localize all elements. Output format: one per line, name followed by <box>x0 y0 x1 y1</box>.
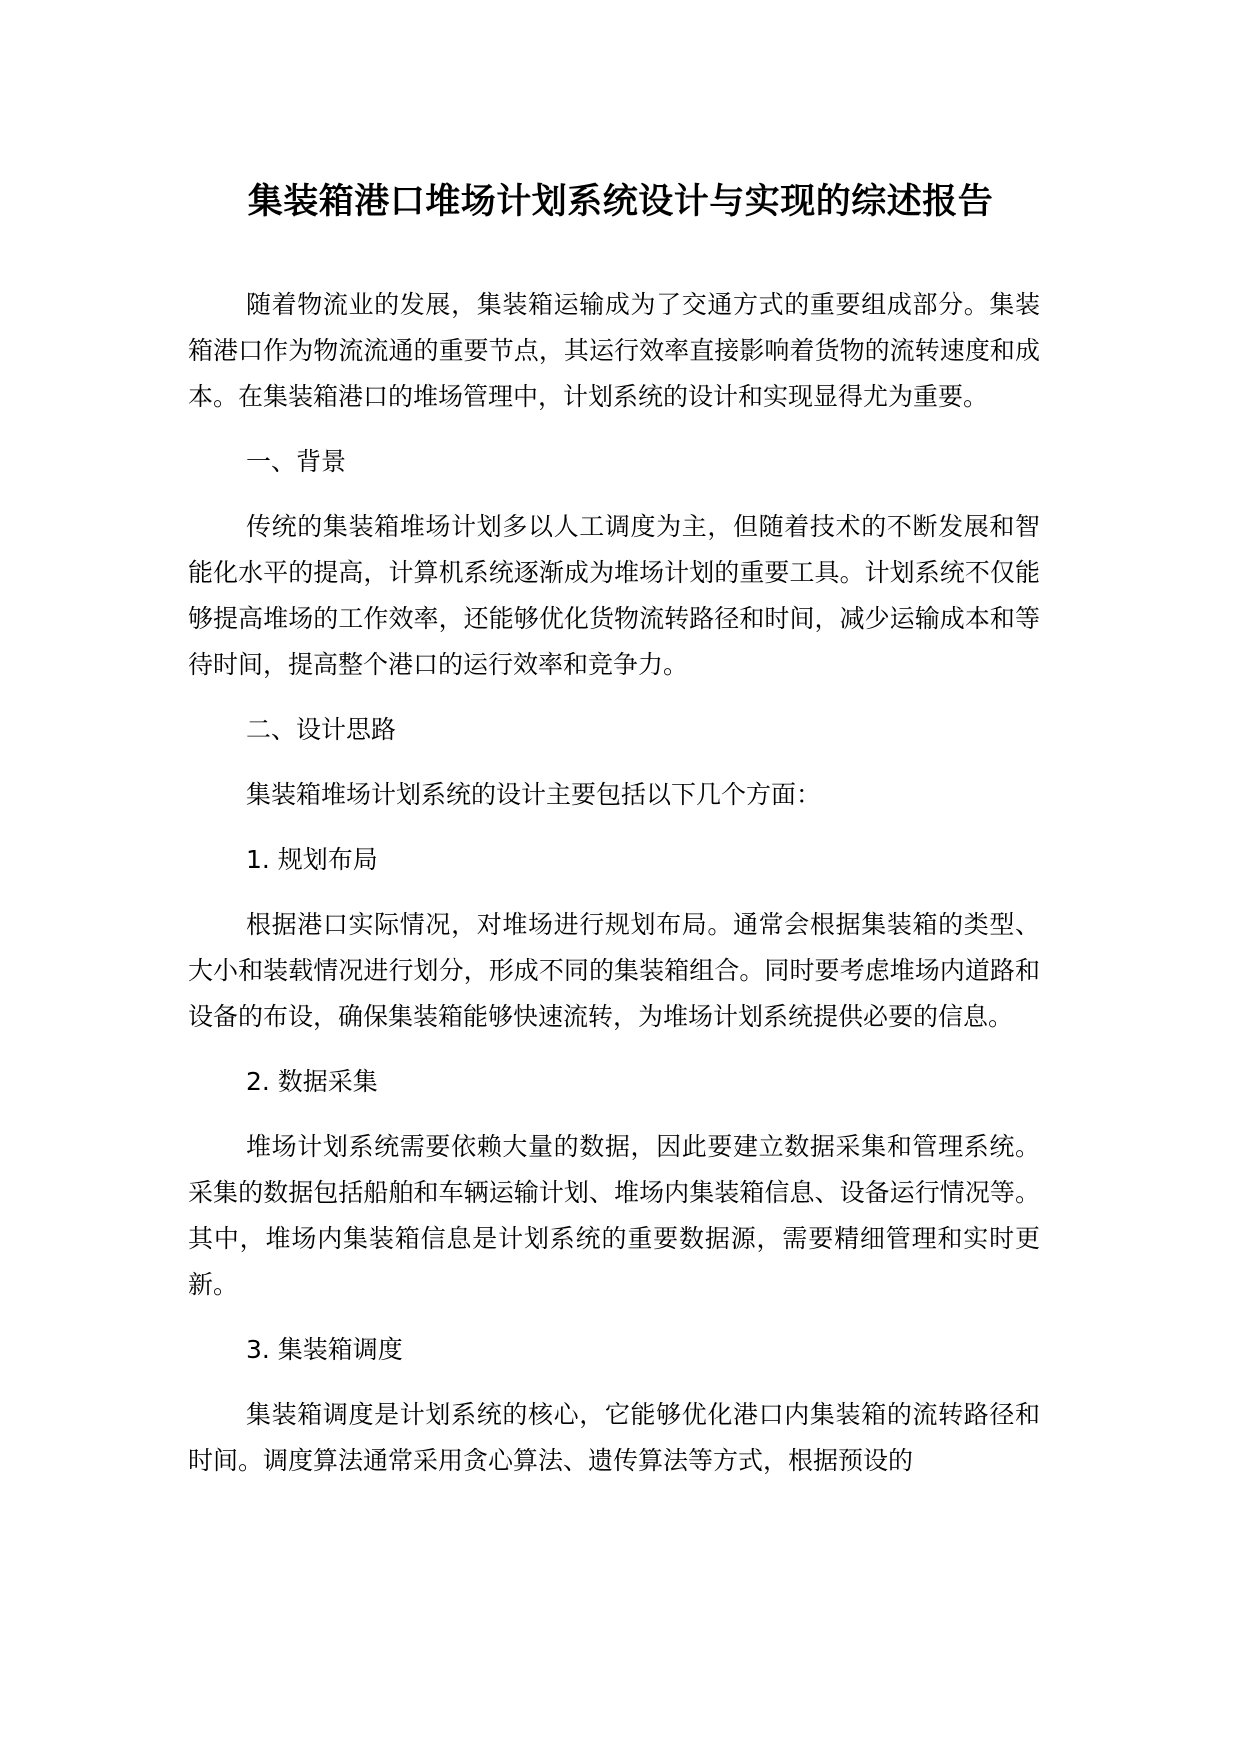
subheading-dispatch: 3. 集装箱调度 <box>246 1335 403 1364</box>
section-heading-background: 一、背景 <box>246 447 347 476</box>
paragraph-data-collection: 堆场计划系统需要依赖大量的数据，因此要建立数据采集和管理系统。采集的数据包括船舶和车辆运输计划、堆场内集装箱信息、设备运行情况等。其中，堆场内集装箱信息是计划系统的重要数据源，需要精细管理和实时更新。 <box>188 1132 1040 1299</box>
paragraph-layout: 根据港口实际情况，对堆场进行规划布局。通常会根据集装箱的类型、大小和装载情况进行划分，形成不同的集装箱组合。同时要考虑堆场内道路和设备的布设，确保集装箱能够快速流转，为堆场计划系统提供必要的信息。 <box>188 910 1040 1031</box>
subheading-layout: 1. 规划布局 <box>246 845 378 874</box>
paragraph-design-intro: 集装箱堆场计划系统的设计主要包括以下几个方面： <box>246 780 822 809</box>
document-body <box>188 282 1040 1484</box>
section-heading-design: 二、设计思路 <box>246 715 397 744</box>
paragraph-intro: 随着物流业的发展，集装箱运输成为了交通方式的重要组成部分。集装箱港口作为物流流通的重要节点，其运行效率直接影响着货物的流转速度和成本。在集装箱港口的堆场管理中，计划系统的设计和实现显得尤为重要。 <box>188 290 1040 411</box>
paragraph-dispatch: 集装箱调度是计划系统的核心，它能够优化港口内集装箱的流转路径和时间。调度算法通常采用贪心算法、遗传算法等方式，根据预设的 <box>188 1400 1040 1475</box>
subheading-data-collection: 2. 数据采集 <box>246 1067 378 1096</box>
paragraph-background: 传统的集装箱堆场计划多以人工调度为主，但随着技术的不断发展和智能化水平的提高，计算机系统逐渐成为堆场计划的重要工具。计划系统不仅能够提高堆场的工作效率，还能够优化货物流转路径和时间，减少运输成本和等待时间，提高整个港口的运行效率和竞争力。 <box>188 512 1040 679</box>
document-title: 集装箱港口堆场计划系统设计与实现的综述报告 <box>247 182 994 222</box>
